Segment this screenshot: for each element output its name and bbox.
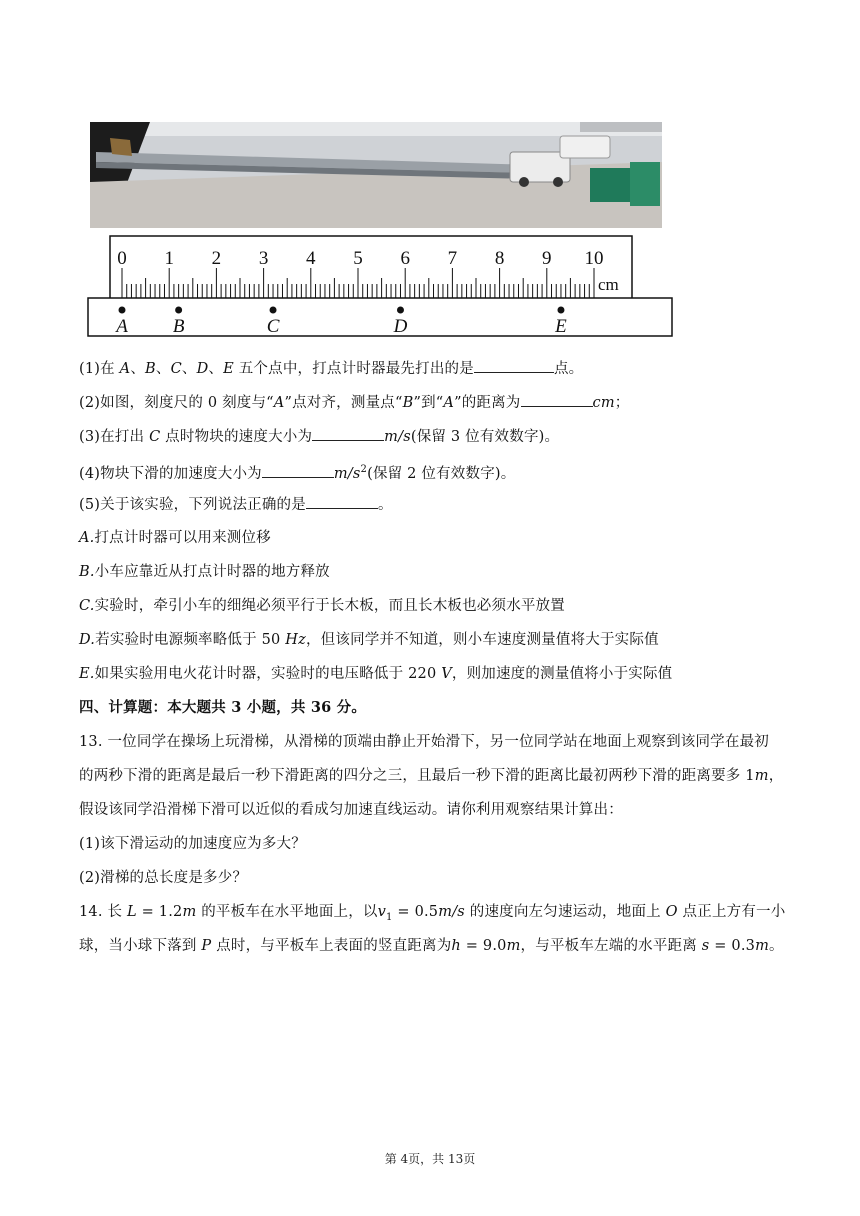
question-1: (1)在 A、B、C、D、E 五个点中，打点计时器最先打出的是 点。 <box>79 358 583 379</box>
ruler-number: 10 <box>584 248 604 269</box>
question-5: (5)关于该实验，下列说法正确的是 。 <box>79 494 393 515</box>
point-b <box>175 307 182 314</box>
ruler-number: 5 <box>353 248 363 269</box>
problem-13-line-2: 的两秒下滑的距离是最后一秒下滑距离的四分之三，且最后一秒下滑的距离比最初两秒下滑的距离要多 1m， <box>79 768 784 784</box>
apparatus-photo <box>90 122 662 228</box>
ruler-number: 2 <box>211 248 222 269</box>
option-c: C.实验时，牵引小车的细绳必须平行于长木板，而且长木板也必须水平放置 <box>79 598 565 614</box>
point-label-a: A <box>116 316 128 337</box>
point-d <box>397 307 404 314</box>
ruler-number: 8 <box>494 248 505 269</box>
point-a <box>119 307 126 314</box>
point-e <box>557 307 564 314</box>
answer-blank-2[interactable] <box>521 392 593 407</box>
question-2: (2)如图，刻度尺的 0 刻度与“A”点对齐，测量点“B”到“A”的距离为 cm； <box>79 392 629 413</box>
option-a: A.打点计时器可以用来测位移 <box>79 530 271 546</box>
option-d: D.若实验时电源频率略低于 50 Hz，但该同学并不知道，则小车速度测量值将大于实际值 <box>79 632 659 648</box>
page-footer: 第 4页，共 13页 <box>384 1152 476 1166</box>
ruler-number: 6 <box>400 248 410 269</box>
section-title: 四、计算题：本大题共 3 小题，共 36 分。 <box>79 699 367 716</box>
ruler-number: 1 <box>164 248 174 269</box>
point-label-e: E <box>555 316 567 337</box>
answer-blank-5[interactable] <box>306 494 378 509</box>
answer-blank-3[interactable] <box>312 426 384 441</box>
answer-blank-4[interactable] <box>262 463 334 478</box>
point-label-c: C <box>266 316 280 337</box>
problem-13-line-3: 假设该同学沿滑梯下滑可以近似的看成匀加速直线运动。请你利用观察结果计算出： <box>79 802 623 818</box>
question-3: (3)在打出 C 点时物块的速度大小为 m/s(保留 3 位有效数字)。 <box>79 426 559 447</box>
point-label-d: D <box>393 316 408 337</box>
question-4: (4)物块下滑的加速度大小为 $m/s^2$(保留 2 位有效数字)。 <box>79 464 516 482</box>
problem-14-line-2: 球，当小球下落到 P 点时，与平板车上表面的竖直距离为h = 9.0m，与平板车左端的水平距离 s = 0.3m。 <box>79 938 784 954</box>
ruler-number: 4 <box>306 248 316 269</box>
problem-13-sub-2: (2)滑梯的总长度是多少？ <box>79 870 248 886</box>
point-c <box>270 307 277 314</box>
point-label-b: B <box>172 316 185 337</box>
ruler-number: 9 <box>542 248 552 269</box>
ruler-number: 3 <box>258 248 269 269</box>
problem-13-sub-1: (1)该下滑运动的加速度应为多大？ <box>79 836 306 852</box>
option-e: E.如果实验用电火花计时器，实验时的电压略低于 220 V，则加速度的测量值将小于实际值 <box>79 666 673 682</box>
ruler-figure <box>86 234 674 338</box>
answer-blank-1[interactable] <box>474 358 554 373</box>
problem-13-line-1: 13. 一位同学在操场上玩滑梯，从滑梯的顶端由静止开始滑下，另一位同学站在地面上观察到该同学在最初 <box>79 734 769 750</box>
ruler-number: 7 <box>447 248 458 269</box>
ruler-number: 0 <box>117 248 127 269</box>
option-b: B.小车应靠近从打点计时器的地方释放 <box>79 564 330 580</box>
problem-14-line-1: 14. 长 L = 1.2m 的平板车在水平地面上，以$v_1 = 0.5m/s$ 的速度向左匀速运动，地面上 O 点正上方有一小 <box>79 904 786 923</box>
ruler-unit: cm <box>598 275 619 294</box>
